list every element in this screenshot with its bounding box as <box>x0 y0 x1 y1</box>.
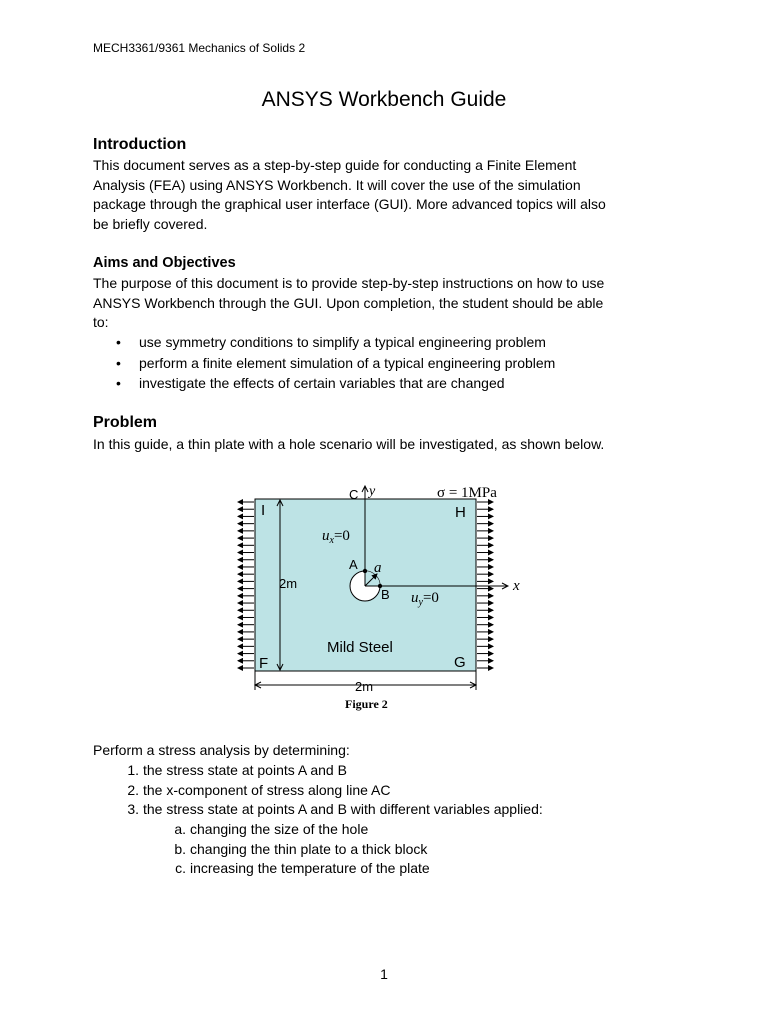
text-line: package through the graphical user interface (GUI). More advanced topics will also <box>93 196 606 213</box>
uy-condition-label: $u_y=0$ <box>411 590 439 608</box>
point-a-label: A <box>349 557 358 572</box>
left-load-arrows <box>238 502 254 668</box>
problem-paragraph: In this guide, a thin plate with a hole scenario will be investigated, as shown below. <box>93 436 605 452</box>
course-header: MECH3361/9361 Mechanics of Solids 2 <box>93 41 306 55</box>
list-subitem: c. increasing the temperature of the plate <box>175 860 430 877</box>
text-line: be briefly covered. <box>93 216 208 233</box>
ux-condition-label: $u_x=0$ <box>322 528 350 546</box>
aims-bullet-list <box>93 332 555 394</box>
right-load-arrows <box>477 502 493 668</box>
list-subitem: a. changing the size of the hole <box>174 821 369 838</box>
point-b-label: B <box>381 587 390 602</box>
x-axis-label: x <box>513 578 520 594</box>
problem-heading: Problem <box>93 414 158 431</box>
text-line: Analysis (FEA) using ANSYS Workbench. It will cover the use of the simulation <box>93 176 581 193</box>
height-dimension-label: 2m <box>279 576 298 591</box>
text-line: This document serves as a step-by-step guide for conducting a Finite Element <box>93 157 577 173</box>
plate-with-hole-figure <box>226 478 536 718</box>
tasks-intro: Perform a stress analysis by determining: <box>93 742 350 758</box>
tasks-numbered-list <box>93 761 543 879</box>
list-item: 1. the stress state at points A and B <box>127 762 347 778</box>
list-item: • perform a finite element simulation of a typical engineering problem <box>93 353 555 374</box>
corner-f-label: F <box>259 655 269 672</box>
page-number: 1 <box>380 966 388 982</box>
stress-label: σ = 1MPa <box>437 485 497 501</box>
list-item: • investigate the effects of certain variables that are changed <box>93 373 555 394</box>
aims-heading: Aims and Objectives <box>93 255 236 271</box>
width-dimension-label: 2m <box>355 679 374 694</box>
radius-label: a <box>374 560 382 576</box>
bullet-icon: • <box>116 375 121 391</box>
y-axis-label: y <box>369 484 376 499</box>
list-item: 3. the stress state at points A and B with different variables applied: <box>127 801 543 818</box>
list-subitem: b. changing the thin plate to a thick block <box>174 840 428 857</box>
aims-paragraph <box>93 274 683 333</box>
figure-caption: Figure 2 <box>345 697 388 711</box>
corner-i-label: I <box>261 502 266 519</box>
material-label: Mild Steel <box>327 639 393 656</box>
corner-h-label: H <box>455 504 466 521</box>
document-title: ANSYS Workbench Guide <box>261 88 507 111</box>
list-item: • use symmetry conditions to simplify a typical engineering problem <box>93 332 555 353</box>
point-c-label: C <box>349 487 359 502</box>
list-item: 2. the x-component of stress along line AC <box>127 781 391 798</box>
point-a-dot <box>363 569 367 573</box>
text-line: The purpose of this document is to provide step-by-step instructions on how to use <box>93 275 605 291</box>
bullet-icon: • <box>116 354 121 371</box>
bullet-icon: • <box>116 334 121 350</box>
introduction-heading: Introduction <box>93 136 187 153</box>
text-line: ANSYS Workbench through the GUI. Upon completion, the student should be able <box>93 294 604 311</box>
introduction-paragraph <box>93 156 683 235</box>
text-line: to: <box>93 314 109 331</box>
corner-g-label: G <box>454 654 466 671</box>
